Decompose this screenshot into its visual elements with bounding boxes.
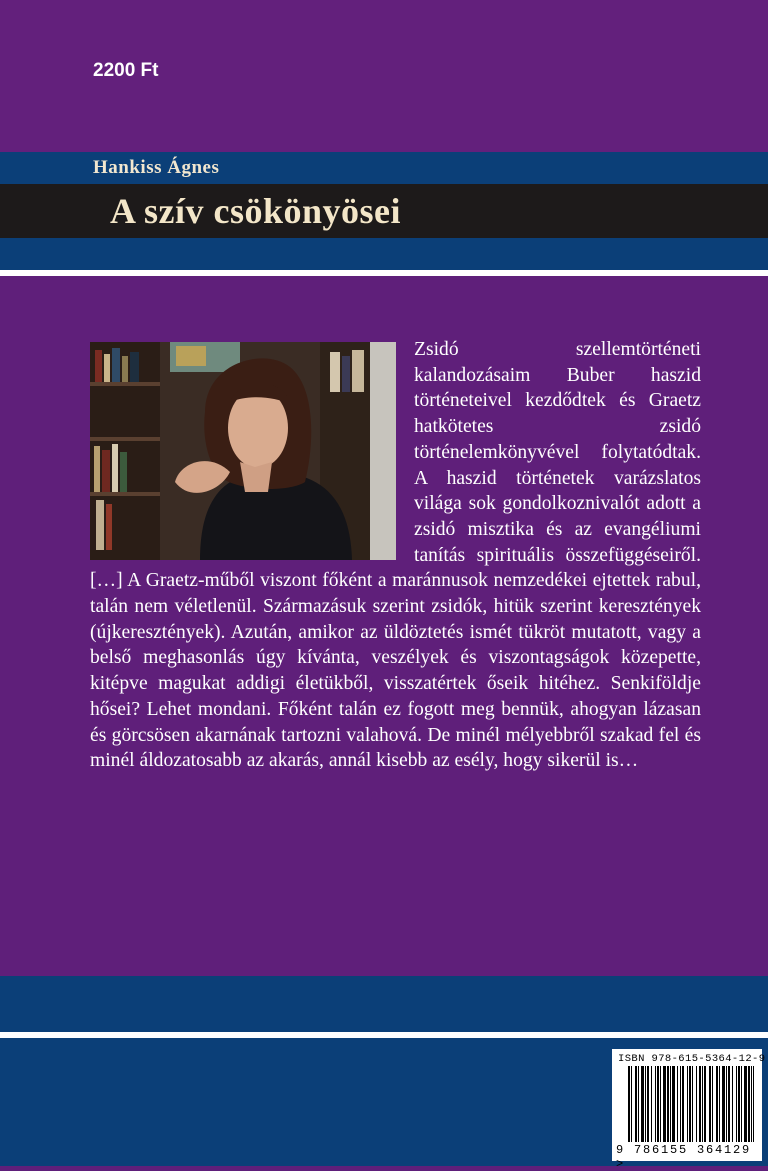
author-name: Hankiss Ágnes [93, 157, 220, 178]
barcode-bars [628, 1066, 754, 1142]
blurb-text: Zsidó szellemtörténeti kalandozásaim Buber haszid történeteivel kezdődtek és Graetz hatkötetes zsidó történelemkönyvével folytatódtak. A haszid történetek varázslatos világa sok gondolkoznivalót adott a zsidó misztika és az evangéliumi tanítás spirituális összefüggéseiről. […] A Graetz-műből viszont főként a maránnusok nemzedékei ejtettek rabul, talán nem véletlenül. Származásuk szerint zsidók, hitük szerint keresztények (újkeresztények). Azután, amikor az üldöztetés ismét tükröt mutatott, vagy a belső meghasonlás úgy kívánta, veszélyek és viszontagságok közepette, kitépve magukat addigi életükből, visszatértek őseik hitéhez. Senkiföldje hősei? Lehet mondani. Főként talán ez fogott meg bennük, ahogyan lázasan és görcsösen akarnának tartozni valahová. De minél mélyebbről szakad fel és minél áldozatosabb az akarás, annál kisebb az esély, hogy sikerül is… [90, 339, 701, 772]
book-title: A szív csökönyösei [110, 191, 402, 231]
price-label: 2200 Ft [93, 60, 159, 81]
blue-stripe-upper [0, 238, 768, 270]
blurb-text-area [90, 337, 701, 774]
isbn-label: ISBN 978-615-5364-12-9 [618, 1053, 766, 1065]
photo-wrap-spacer [90, 337, 414, 566]
barcode-number: 9 786155 364129 > [616, 1143, 752, 1171]
blue-stripe-lower [0, 976, 768, 1032]
